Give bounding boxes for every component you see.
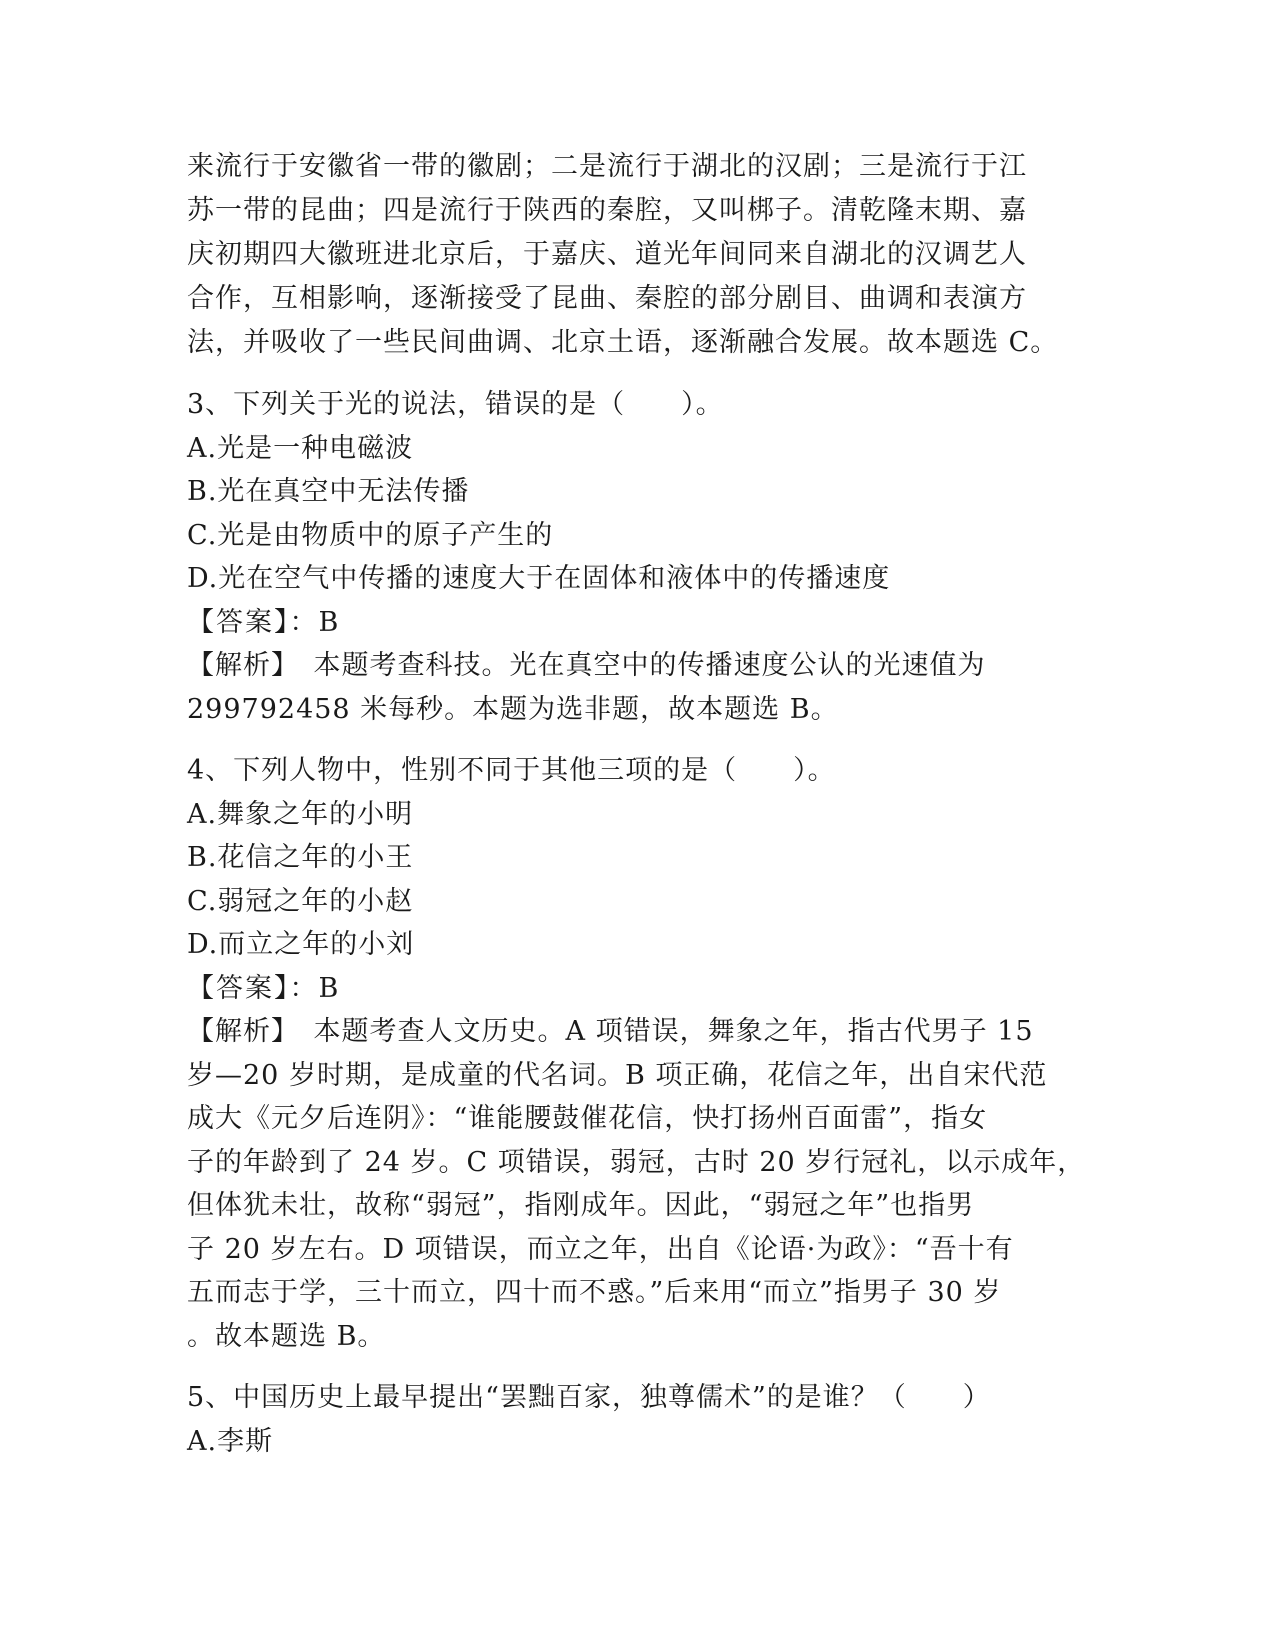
question-stem: 5、中国历史上最早提出“罢黜百家，独尊儒术”的是谁？（ ） [187,1382,991,1413]
analysis-line: 子 20 岁左右。D 项错误，而立之年，出自《论语·为政》：“吾十有 [187,1233,1014,1265]
option-a: A.李斯 [187,1425,274,1457]
paragraph-line: 庆初期四大徽班进北京后，于嘉庆、道光年间同来自湖北的汉调艺人 [187,239,1027,270]
question-stem: 3、下列关于光的说法，错误的是（ ）。 [187,389,724,420]
question-5 [187,1376,1077,1463]
analysis-line: 【解析】 本题考查人文历史。A 项错误，舞象之年，指古代男子 15 [187,1016,1034,1047]
analysis-line: 【解析】 本题考查科技。光在真空中的传播速度公认的光速值为 [187,650,986,681]
option-c: C.光是由物质中的原子产生的 [187,519,554,551]
answer-line: 【答案】：B [187,606,341,638]
intro-paragraph [187,145,1077,365]
analysis-line: 岁—20 岁时期，是成童的代名词。B 项正确，花信之年，出自宋代范 [187,1059,1048,1091]
option-b: B.光在真空中无法传播 [187,476,470,507]
analysis-line: 子的年龄到了 24 岁。C 项错误，弱冠，古时 20 岁行冠礼，以示成年， [187,1146,1086,1178]
answer-line: 【答案】：B [187,972,341,1004]
option-a: A.光是一种电磁波 [187,432,414,464]
question-3 [187,383,1077,731]
option-d: D.而立之年的小刘 [187,929,415,960]
option-c: C.弱冠之年的小赵 [187,885,414,917]
analysis-line: 但体犹未壮，故称“弱冠”，指刚成年。因此，“弱冠之年”也指男 [187,1190,975,1221]
option-a: A.舞象之年的小明 [187,798,414,830]
question-4 [187,749,1086,1358]
analysis-line: 299792458 米每秒。本题为选非题，故本题选 B。 [187,693,839,725]
question-stem: 4、下列人物中，性别不同于其他三项的是（ ）。 [187,755,836,786]
option-b: B.花信之年的小王 [187,842,414,873]
analysis-line: 。故本题选 B。 [187,1320,386,1352]
option-d: D.光在空气中传播的速度大于在固体和液体中的传播速度 [187,563,891,594]
paragraph-line: 法，并吸收了一些民间曲调、北京土语，逐渐融合发展。故本题选 C。 [187,327,1059,358]
document-content [187,145,1086,1463]
paragraph-line: 苏一带的昆曲；四是流行于陕西的秦腔，又叫梆子。清乾隆末期、嘉 [187,195,1027,226]
paragraph-line: 来流行于安徽省一带的徽剧；二是流行于湖北的汉剧；三是流行于江 [187,151,1027,182]
analysis-line: 五而志于学，三十而立，四十而不惑。”后来用“而立”指男子 30 岁 [187,1277,1002,1308]
paragraph-line: 合作，互相影响，逐渐接受了昆曲、秦腔的部分剧目、曲调和表演方 [187,283,1027,314]
analysis-line: 成大《元夕后连阴》：“谁能腰鼓催花信，快打扬州百面雷”，指女 [187,1103,988,1134]
